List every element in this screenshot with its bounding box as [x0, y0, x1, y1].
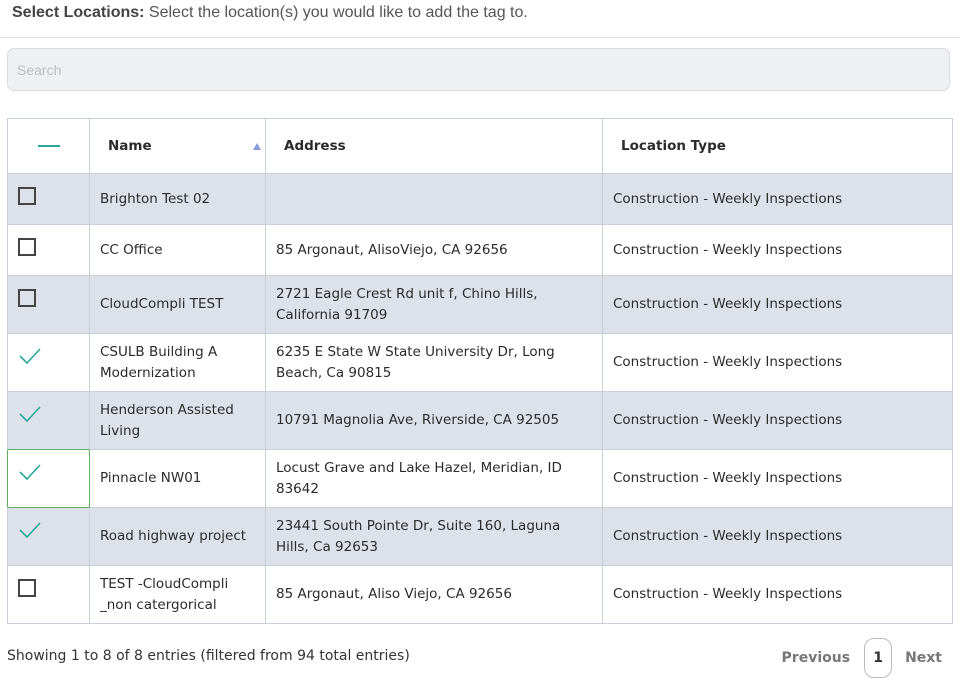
location-name: CloudCompli TEST [90, 276, 266, 334]
location-name: Pinnacle NW01 [90, 450, 266, 508]
table-row[interactable] [8, 392, 953, 450]
column-header-address-label: Address [284, 138, 346, 154]
page-header [12, 0, 952, 34]
column-header-name[interactable] [90, 119, 266, 174]
next-button[interactable]: Next [905, 650, 942, 666]
location-name: Henderson Assisted Living [90, 392, 266, 450]
entries-info: Showing 1 to 8 of 8 entries (filtered from 94 total entries) [7, 648, 410, 664]
table-row[interactable] [8, 334, 953, 392]
row-select-checkbox[interactable] [8, 508, 90, 566]
column-header-type-label: Location Type [621, 138, 726, 154]
location-type: Construction - Weekly Inspections [603, 276, 953, 334]
check-icon [18, 346, 42, 366]
location-address [266, 174, 603, 225]
table-row[interactable] [8, 566, 953, 624]
row-select-checkbox[interactable] [8, 334, 90, 392]
table-row[interactable] [8, 225, 953, 276]
location-type: Construction - Weekly Inspections [603, 174, 953, 225]
table-row[interactable] [8, 450, 953, 508]
location-address: 85 Argonaut, Aliso Viejo, CA 92656 [266, 566, 603, 624]
pagination [768, 639, 942, 677]
row-select-checkbox[interactable] [8, 225, 90, 276]
column-header-location-type[interactable] [603, 119, 953, 174]
check-icon [18, 520, 42, 540]
checkbox-icon [18, 187, 36, 205]
row-select-checkbox[interactable] [8, 392, 90, 450]
select-all-toggle[interactable] [8, 119, 90, 174]
header-label: Select Locations: [12, 4, 145, 21]
checkbox-icon [18, 579, 36, 597]
location-name: TEST -CloudCompli _non catergorical [90, 566, 266, 624]
checkbox-icon [18, 289, 36, 307]
search-input[interactable] [7, 48, 950, 91]
location-type: Construction - Weekly Inspections [603, 566, 953, 624]
location-address: 23441 South Pointe Dr, Suite 160, Laguna Hills, Ca 92653 [266, 508, 603, 566]
row-select-checkbox[interactable] [8, 566, 90, 624]
page-1-button[interactable]: 1 [864, 638, 892, 678]
table-header-row [8, 119, 953, 174]
location-type: Construction - Weekly Inspections [603, 450, 953, 508]
locations-table [7, 118, 953, 624]
location-name: Brighton Test 02 [90, 174, 266, 225]
check-icon [18, 404, 42, 424]
row-select-checkbox[interactable] [8, 450, 90, 508]
location-name: Road highway project [90, 508, 266, 566]
location-address: 85 Argonaut, AlisoViejo, CA 92656 [266, 225, 603, 276]
header-divider [0, 37, 960, 38]
location-type: Construction - Weekly Inspections [603, 392, 953, 450]
table-row[interactable] [8, 174, 953, 225]
previous-button[interactable]: Previous [781, 650, 851, 666]
check-icon [18, 462, 42, 482]
location-type: Construction - Weekly Inspections [603, 225, 953, 276]
table-row[interactable] [8, 276, 953, 334]
checkbox-icon [18, 238, 36, 256]
header-instruction: Select the location(s) you would like to add the tag to. [144, 4, 528, 21]
column-header-address[interactable] [266, 119, 603, 174]
table-row[interactable] [8, 508, 953, 566]
location-name: CSULB Building A Modernization [90, 334, 266, 392]
location-type: Construction - Weekly Inspections [603, 334, 953, 392]
location-address: 6235 E State W State University Dr, Long Beach, Ca 90815 [266, 334, 603, 392]
column-header-name-label: Name [108, 138, 152, 154]
location-name: CC Office [90, 225, 266, 276]
location-address: 10791 Magnolia Ave, Riverside, CA 92505 [266, 392, 603, 450]
row-select-checkbox[interactable] [8, 174, 90, 225]
row-select-checkbox[interactable] [8, 276, 90, 334]
location-type: Construction - Weekly Inspections [603, 508, 953, 566]
minus-icon [38, 145, 60, 147]
sort-ascending-icon [253, 143, 261, 150]
location-address: 2721 Eagle Crest Rd unit f, Chino Hills, California 91709 [266, 276, 603, 334]
location-address: Locust Grave and Lake Hazel, Meridian, ID 83642 [266, 450, 603, 508]
